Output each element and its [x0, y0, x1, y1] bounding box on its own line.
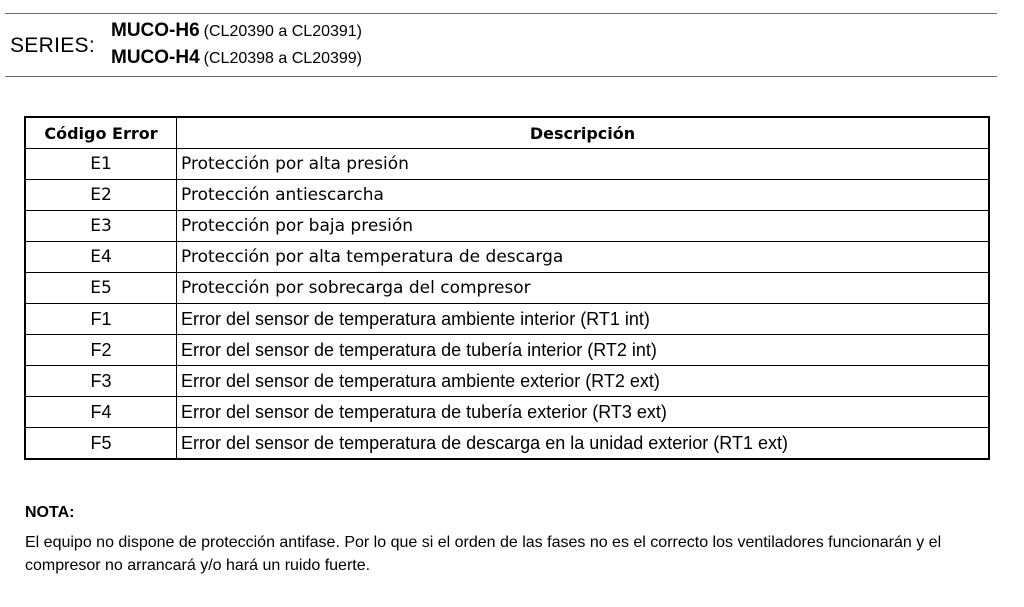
error-description: Protección por sobrecarga del compresor [177, 273, 990, 304]
table-row [25, 428, 989, 460]
table-row [25, 242, 989, 273]
error-code: F1 [25, 304, 177, 335]
error-description: Protección antiescarcha [177, 180, 990, 211]
error-code: F4 [25, 397, 177, 428]
column-header-description: Descripción [177, 117, 990, 149]
series-line-muco-h4 [111, 47, 362, 69]
error-code: E5 [25, 273, 177, 304]
error-code: F3 [25, 366, 177, 397]
series-label: SERIES: [10, 34, 95, 57]
table-row [25, 273, 989, 304]
error-description: Error del sensor de temperatura ambiente interior (RT1 int) [177, 304, 990, 335]
error-code: E1 [25, 149, 177, 180]
error-description: Error del sensor de temperatura de tubería exterior (RT3 ext) [177, 397, 990, 428]
error-description: Protección por baja presión [177, 211, 990, 242]
series-name: MUCO-H6 [111, 20, 200, 41]
note-text: El equipo no dispone de protección antifase. Por lo que si el orden de las fases no es el correcto los ventiladores funcionarán y el compresor no arrancará y/o hará un ruido fuerte. [25, 534, 942, 574]
error-code-table [24, 116, 990, 460]
error-code: F5 [25, 428, 177, 460]
table-header-row [25, 117, 989, 149]
series-name: MUCO-H4 [111, 47, 200, 68]
table-row [25, 335, 989, 366]
error-description: Error del sensor de temperatura de descarga en la unidad exterior (RT1 ext) [177, 428, 990, 460]
table-row [25, 366, 989, 397]
table-row [25, 304, 989, 335]
error-description: Error del sensor de temperatura de tubería interior (RT2 int) [177, 335, 990, 366]
error-code: E3 [25, 211, 177, 242]
table-row [25, 149, 989, 180]
error-code: E2 [25, 180, 177, 211]
error-code: F2 [25, 335, 177, 366]
error-description: Error del sensor de temperatura ambiente exterior (RT2 ext) [177, 366, 990, 397]
error-code: E4 [25, 242, 177, 273]
series-range: (CL20390 a CL20391) [203, 23, 363, 40]
table-row [25, 397, 989, 428]
series-range: (CL20398 a CL20399) [203, 50, 363, 67]
column-header-code: Código Error [25, 117, 177, 149]
header-bottom-rule [5, 76, 997, 77]
error-description: Protección por alta presión [177, 149, 990, 180]
table-row [25, 180, 989, 211]
table-row [25, 211, 989, 242]
note-title: NOTA: [25, 504, 75, 521]
header-top-rule [5, 13, 997, 14]
series-line-muco-h6 [111, 20, 362, 42]
error-description: Protección por alta temperatura de descarga [177, 242, 990, 273]
